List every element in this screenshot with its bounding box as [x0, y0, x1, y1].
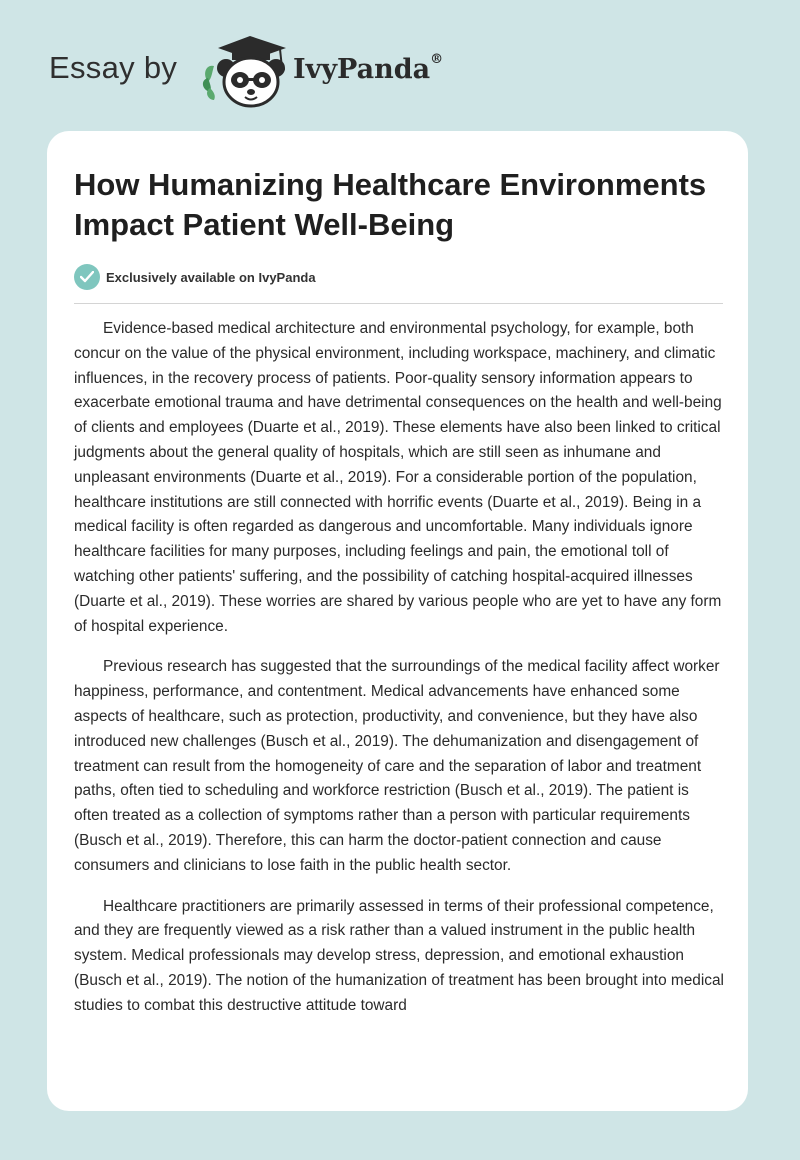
panda-graduate-icon[interactable] [200, 34, 290, 110]
brand-name-text: IvyPanda [293, 54, 431, 85]
paragraph-1: Evidence-based medical architecture and environmental psychology, for example, both concur on the value of the physical environment, including workspace, machinery, and climatic influences, in the recovery process of patients. Poor-quality sensory information appears to exacerbate emotional trauma and have detrimental consequences on the health and well-being of clients and employees (Duarte et al., 2019). These elements have also been linked to critical judgments about the general quality of hospitals, which are still seen as inhumane and unpleasant environments (Duarte et al., 2019). For a considerable portion of the population, healthcare institutions are still connected with horrific events (Duarte et al., 2019). Being in a medical facility is often regarded as dangerous and uncomfortable. Many individuals ignore healthcare facilities for many purposes, including feelings and pain, the emotional toll of watching other patients' suffering, and the possibility of catching hospital-acquired illnesses (Duarte et al., 2019). These worries are shared by various people who are yet to have any form of hospital experience. [74, 320, 722, 635]
article-title: How Humanizing Healthcare Environments Impact Patient Well-Being [74, 167, 707, 242]
essay-by-label: Essay by [49, 50, 178, 85]
divider [74, 303, 723, 304]
site-header [0, 0, 800, 130]
paragraph-3: Healthcare practitioners are primarily assessed in terms of their professional competence, and they are frequently viewed as a risk rather than a valued instrument in the public health system. Medical professionals may develop stress, depression, and emotional exhaustion (Busch et al., 2019). The notion of the humanization of treatment has been brought into medical studies to combat this destructive attitude toward [74, 897, 724, 1014]
registered-mark: ® [430, 52, 444, 67]
check-circle-icon [74, 264, 100, 290]
article-body [74, 317, 726, 1035]
paragraph-2: Previous research has suggested that the surroundings of the medical facility affect worker happiness, performance, and contentment. Medical advancements have enhanced some aspects of healthcare, such as protection, productivity, and convenience, but they have also introduced new challenges (Busch et al., 2019). The dehumanization and disengagement of treatment can result from the homogeneity of care and the separation of labor and treatment paths, often tied to scheduling and workforce restriction (Busch et al., 2019). The patient is often treated as a collection of symptoms rather than a person with particular requirements (Busch et al., 2019). Therefore, this can harm the doctor-patient connection and cause consumers and clinicians to lose faith in the public health sector. [74, 658, 720, 874]
exclusive-badge [74, 264, 316, 290]
exclusive-badge-label: Exclusively available on IvyPanda [106, 269, 316, 285]
article-card [47, 131, 748, 1111]
brand-name[interactable] [293, 54, 443, 85]
